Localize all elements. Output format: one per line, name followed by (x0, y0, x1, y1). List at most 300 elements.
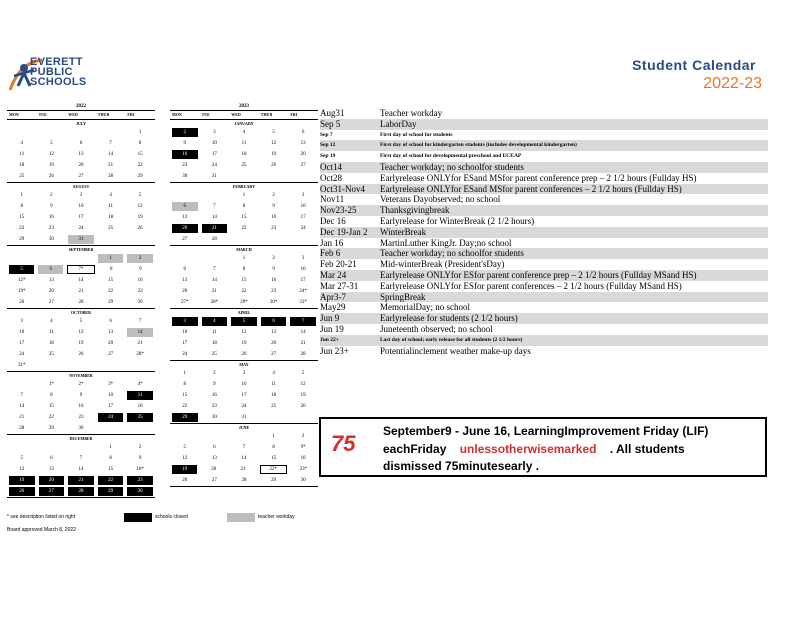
month-block (170, 309, 318, 361)
day-cell: 30 (137, 300, 143, 305)
day-cell: 28 (68, 487, 94, 496)
day-cell: 6 (183, 267, 187, 272)
event-date: Sep 7 (320, 131, 333, 138)
day-cell: 1 (138, 130, 142, 135)
day-cell: 30 (127, 487, 153, 496)
day-cell (202, 191, 228, 200)
day-cell: 12 (182, 456, 188, 461)
day-cell: 23 (211, 404, 217, 409)
week-row (170, 275, 318, 286)
day-cell: 8 (138, 141, 142, 146)
day-cell: 5 (301, 371, 305, 376)
event-row (320, 151, 768, 162)
week-row (7, 264, 155, 275)
calendar-year: 2023 (170, 103, 318, 111)
event-date: Nov11 (320, 194, 345, 205)
day-cell (231, 172, 257, 181)
lif-line-3: dismissed 75minutesearly . (383, 459, 540, 473)
event-date: May29 (320, 302, 346, 313)
day-cell: 15 (271, 456, 277, 461)
day-cell: 7 (109, 141, 112, 146)
day-cell: 29 (19, 237, 25, 242)
day-cell: 19 (271, 152, 277, 157)
day-cell: 20 (78, 163, 84, 168)
day-cell: 9 (50, 204, 53, 209)
day-cell: 29 (98, 487, 124, 496)
event-row (320, 248, 768, 259)
event-description: WinterBreak (380, 226, 427, 237)
legend-closed-label: schools closed (155, 514, 188, 520)
event-date: Oct28 (320, 172, 342, 183)
day-cell: 11 (271, 382, 276, 387)
day-cell: 1 (20, 193, 24, 198)
day-cell: 2 (213, 371, 216, 376)
day-cell: 5 (231, 317, 257, 326)
day-cell: 6 (50, 456, 53, 461)
day-cell: 19 (241, 341, 247, 346)
day-cell (68, 361, 94, 370)
day-cell: 29* (240, 300, 248, 305)
day-cell: 21 (137, 341, 143, 346)
weekday-label: MON (172, 112, 182, 117)
day-cell: 3 (213, 130, 216, 135)
weekday-header (170, 111, 318, 120)
day-cell: 25 (127, 413, 153, 422)
week-row (7, 275, 155, 286)
day-cell: 20 (48, 289, 54, 294)
day-cell: 8 (50, 393, 53, 398)
week-row (7, 453, 155, 464)
event-date: Mar 24 (320, 269, 347, 280)
day-cell: 3 (20, 319, 24, 324)
day-cell (202, 432, 228, 441)
week-row (170, 390, 318, 401)
week-row (7, 171, 155, 182)
week-row (7, 349, 155, 360)
month-block (170, 120, 318, 183)
day-cell: 29 (271, 478, 277, 483)
week-row (170, 223, 318, 234)
day-cell (172, 432, 198, 441)
lif-line-1: September9 - June 16, LearningImprovement Friday (LIF) (383, 424, 709, 438)
day-cell: 28 (78, 300, 84, 305)
day-cell: 8 (242, 204, 246, 209)
month-name: FEBRUARY (232, 184, 256, 189)
day-cell: 16 (172, 150, 198, 159)
day-cell (9, 443, 35, 452)
day-cell: 6 (261, 317, 287, 326)
day-cell: 2 (172, 128, 198, 137)
day-cell: 29 (137, 174, 143, 179)
day-cell: 20 (108, 341, 114, 346)
day-cell: 12 (241, 330, 247, 335)
day-cell: 17 (108, 404, 114, 409)
day-cell (231, 432, 257, 441)
event-description: Earlyrelease ONLYfor ESand MSfor parent conferences – 2 1/2 hours (Fullday HS) (380, 183, 682, 194)
day-cell: 21 (240, 467, 246, 472)
day-cell: 21 (78, 289, 84, 294)
week-row (170, 379, 318, 390)
day-cell: 5 (9, 265, 34, 274)
day-cell (98, 361, 124, 370)
month-name: JULY (75, 121, 87, 126)
day-cell: 29 (172, 413, 198, 422)
day-cell: 27 (48, 300, 54, 305)
school-year: 2022-23 (703, 75, 762, 92)
day-cell: 14 (241, 456, 247, 461)
day-cell: 10 (19, 330, 25, 335)
event-row (320, 130, 768, 141)
day-cell: 26 (19, 300, 25, 305)
day-cell (98, 424, 124, 433)
legend (7, 512, 307, 542)
week-row (170, 475, 318, 486)
day-cell: 22 (137, 163, 143, 168)
day-cell: 16 (271, 278, 277, 283)
day-cell: 24 (211, 163, 217, 168)
calendar-year: 2022 (7, 103, 155, 111)
day-cell (290, 172, 316, 181)
week-row (7, 234, 155, 245)
day-cell: 22 (48, 415, 54, 420)
event-date: Oct31-Nov4 (320, 183, 365, 194)
day-cell: 20 (172, 224, 198, 233)
lif-line-2: eachFriday unlessotherwisemarked . All students (383, 441, 685, 456)
day-cell: 29 (48, 426, 54, 431)
day-cell: 12 (19, 467, 25, 472)
day-cell: 2 (301, 434, 305, 439)
day-cell (290, 413, 316, 422)
day-cell: 5 (272, 130, 275, 135)
month-block (170, 361, 318, 424)
event-description: Earlyrelease for WinterBreak (2 1/2 hours) (380, 215, 535, 226)
week-row (7, 316, 155, 327)
day-cell: 14 (108, 152, 114, 157)
day-cell: 9 (79, 393, 83, 398)
day-cell: 1 (183, 371, 187, 376)
weekday-label: WED (68, 112, 78, 117)
day-cell: 26 (241, 352, 247, 357)
day-cell: 4 (50, 319, 53, 324)
day-cell: 22 (182, 404, 188, 409)
day-cell: 12 (48, 152, 54, 157)
day-cell: 19 (300, 393, 306, 398)
weekday-header (7, 111, 155, 120)
day-cell: 15 (182, 393, 188, 398)
day-cell: 28* (136, 352, 144, 357)
day-cell: 20 (182, 289, 188, 294)
week-row (170, 327, 318, 338)
day-cell: 22 (19, 226, 25, 231)
day-cell: 22* (260, 465, 287, 474)
week-row (170, 171, 318, 182)
day-cell: 18 (241, 152, 247, 157)
day-cell: 15 (19, 215, 25, 220)
week-row (170, 442, 318, 453)
week-row (7, 379, 155, 390)
week-row (7, 212, 155, 223)
day-cell: 26 (271, 163, 277, 168)
week-row (7, 201, 155, 212)
week-row (170, 149, 318, 160)
day-cell: 18 (137, 404, 143, 409)
day-cell: 3 (301, 193, 305, 198)
lif-exception: unlessotherwisemarked (459, 441, 597, 456)
event-row (320, 335, 768, 346)
day-cell: 25 (271, 404, 277, 409)
event-date: Jun 19 (320, 323, 344, 334)
day-cell (127, 361, 153, 370)
week-row (170, 264, 318, 275)
week-row (170, 253, 318, 264)
day-cell: 11 (241, 141, 247, 146)
week-row (170, 160, 318, 171)
event-row (320, 281, 768, 292)
day-cell: 13 (48, 278, 54, 283)
legend-workday-swatch (227, 513, 255, 522)
day-cell: 20 (211, 467, 217, 472)
weekday-label: FRI (290, 112, 298, 117)
day-cell (9, 128, 35, 137)
day-cell: 17 (211, 152, 217, 157)
day-cell: 30 (300, 478, 306, 483)
day-cell: 17 (300, 215, 306, 220)
day-cell: 8 (242, 267, 246, 272)
event-row (320, 162, 768, 173)
day-cell: 1 (272, 434, 275, 439)
day-cell: 26 (182, 478, 188, 483)
day-cell (231, 235, 257, 244)
day-cell: 5 (79, 319, 83, 324)
event-row (320, 184, 768, 195)
day-cell: 15 (137, 152, 143, 157)
day-cell: 15 (108, 278, 114, 283)
day-cell: 21 (211, 289, 217, 294)
day-cell: 18 (48, 341, 54, 346)
day-cell: 10 (300, 267, 306, 272)
day-cell: 24* (299, 289, 307, 294)
day-cell: 18 (211, 341, 217, 346)
day-cell: 7 (213, 267, 216, 272)
month-name: OCTOBER (71, 310, 91, 315)
day-cell: 9 (272, 267, 275, 272)
day-cell (39, 128, 65, 137)
day-cell: 24 (98, 413, 124, 422)
event-row (320, 194, 768, 205)
day-cell: 14 (211, 278, 217, 283)
event-row (320, 108, 768, 119)
day-cell: 7 (242, 445, 246, 450)
week-row (7, 390, 155, 401)
event-description: First day of school for kindergarten students (includes developmental kindergarten) (380, 142, 577, 149)
event-row (320, 346, 768, 357)
weekday-label: FRI (127, 112, 135, 117)
month-name: MAY (239, 362, 249, 367)
week-row (7, 253, 155, 264)
day-cell: 7 (20, 393, 24, 398)
week-row (170, 338, 318, 349)
week-row (170, 234, 318, 245)
week-row (170, 212, 318, 223)
week-row (170, 316, 318, 327)
legend-note: * see description listed on right (7, 514, 76, 520)
day-cell: 27 (211, 478, 217, 483)
event-date: Nov23-25 (320, 205, 357, 216)
day-cell: 12* (18, 278, 26, 283)
day-cell: 24 (300, 226, 306, 231)
event-date: Jun 9 (320, 313, 340, 324)
events-list (320, 108, 768, 356)
day-cell: 6 (109, 319, 112, 324)
day-cell: 28 (108, 174, 114, 179)
event-date: Dec 19-Jan 2 (320, 226, 368, 237)
day-cell: 12 (137, 204, 143, 209)
day-cell: 30 (211, 415, 217, 420)
day-cell: 6 (213, 445, 216, 450)
day-cell: 8 (183, 382, 187, 387)
month-name: SEPTEMBER (68, 247, 94, 252)
day-cell (98, 128, 124, 137)
legend-closed-swatch (124, 513, 152, 522)
day-cell: 24 (241, 404, 247, 409)
day-cell (127, 235, 153, 244)
weekday-label: THUR (97, 112, 110, 117)
day-cell: 14 (78, 467, 84, 472)
event-row (320, 238, 768, 249)
event-date: Apr3-7 (320, 291, 346, 302)
day-cell: 6 (301, 130, 305, 135)
day-cell: 16* (136, 467, 144, 472)
month-block (7, 435, 155, 498)
event-description: MartinLuther KingJr. Day;no school (380, 237, 512, 248)
day-cell: 21 (19, 415, 25, 420)
day-cell: 17 (300, 278, 306, 283)
week-row (170, 401, 318, 412)
day-cell: 23* (299, 467, 308, 472)
day-cell: 24 (78, 226, 84, 231)
day-cell: 14 (19, 404, 25, 409)
day-cell: 1 (242, 193, 246, 198)
day-cell: 31* (299, 300, 307, 305)
event-description: First day of school for developmental preschool and ECEAP (380, 153, 522, 160)
day-cell: 4* (137, 382, 143, 387)
day-cell: 23 (271, 289, 277, 294)
week-row (7, 486, 155, 497)
badge-text: 75 (331, 431, 356, 455)
event-description: Earlyrelease ONLYfor ESfor parent conferences – 2 1/2 hours (Fullday MSand HS) (380, 280, 682, 291)
month-name: NOVEMBER (69, 373, 93, 378)
day-cell: 4 (242, 130, 246, 135)
day-cell: 7 (290, 317, 316, 326)
event-row (320, 313, 768, 324)
weekday-label: THUR (260, 112, 273, 117)
event-row (320, 324, 768, 335)
day-cell: 2 (272, 193, 275, 198)
day-cell: 1 (98, 254, 124, 263)
day-cell: 26 (137, 226, 143, 231)
day-cell (68, 128, 94, 137)
day-cell: 22 (108, 289, 114, 294)
day-cell: 31 (68, 235, 94, 244)
day-cell: 10 (78, 204, 84, 209)
day-cell: 19 (137, 215, 143, 220)
day-cell: 27 (78, 174, 84, 179)
month-name: JUNE (238, 425, 250, 430)
day-cell: 20 (300, 152, 306, 157)
day-cell: 25 (211, 352, 217, 357)
day-cell: 31 (241, 415, 247, 420)
day-cell: 6 (38, 265, 63, 274)
75-minutes-icon (331, 431, 365, 455)
event-description: MemorialDay; no school (380, 302, 470, 313)
week-row (170, 127, 318, 138)
calendar-2023 (170, 103, 318, 487)
day-cell: 15 (108, 467, 114, 472)
week-row (170, 349, 318, 360)
day-cell: 9 (183, 141, 187, 146)
week-row (170, 138, 318, 149)
day-cell: 30 (182, 174, 188, 179)
event-row (320, 292, 768, 303)
day-cell: 21 (202, 224, 228, 233)
event-description: Teacher workday; no schoolfor students (380, 248, 524, 259)
day-cell: 28 (211, 237, 217, 242)
day-cell: 25 (48, 352, 54, 357)
day-cell: 9 (139, 267, 142, 272)
lif-notice (319, 417, 767, 477)
day-cell: 22 (241, 289, 247, 294)
event-row (320, 259, 768, 270)
day-cell: 16 (78, 404, 84, 409)
day-cell: 9 (213, 382, 216, 387)
event-description: Earlyrelease ONLYfor ESand MSfor parent conference prep – 2 1/2 hours (Fullday HS) (380, 172, 697, 183)
day-cell: 3 (242, 371, 246, 376)
day-cell: 13 (211, 456, 217, 461)
day-cell: 7* (67, 265, 94, 274)
day-cell: 16 (300, 456, 306, 461)
day-cell: 23 (78, 415, 84, 420)
month-block (7, 183, 155, 246)
day-cell: 20 (271, 341, 277, 346)
day-cell: 23 (137, 289, 143, 294)
day-cell: 19 (9, 476, 35, 485)
day-cell: 4 (202, 317, 228, 326)
event-row (320, 119, 768, 130)
day-cell: 7 (138, 319, 142, 324)
event-date: Jun 23+ (320, 345, 349, 356)
event-row (320, 205, 768, 216)
month-name: DECEMBER (69, 436, 93, 441)
event-date: Oct14 (320, 161, 342, 172)
day-cell: 18 (271, 393, 277, 398)
day-cell: 19* (18, 289, 26, 294)
day-cell (127, 424, 153, 433)
day-cell: 28 (300, 352, 306, 357)
day-cell: 19 (172, 465, 197, 474)
weekday-label: WED (231, 112, 241, 117)
day-cell: 5 (138, 193, 142, 198)
day-cell: 3 (172, 317, 198, 326)
week-row (170, 286, 318, 297)
day-cell: 10 (300, 204, 306, 209)
event-row (320, 140, 768, 151)
day-cell (98, 235, 124, 244)
day-cell: 10 (241, 382, 247, 387)
day-cell (39, 443, 65, 452)
event-description: First day of school for students (380, 131, 453, 138)
week-row (7, 286, 155, 297)
day-cell (39, 254, 65, 263)
